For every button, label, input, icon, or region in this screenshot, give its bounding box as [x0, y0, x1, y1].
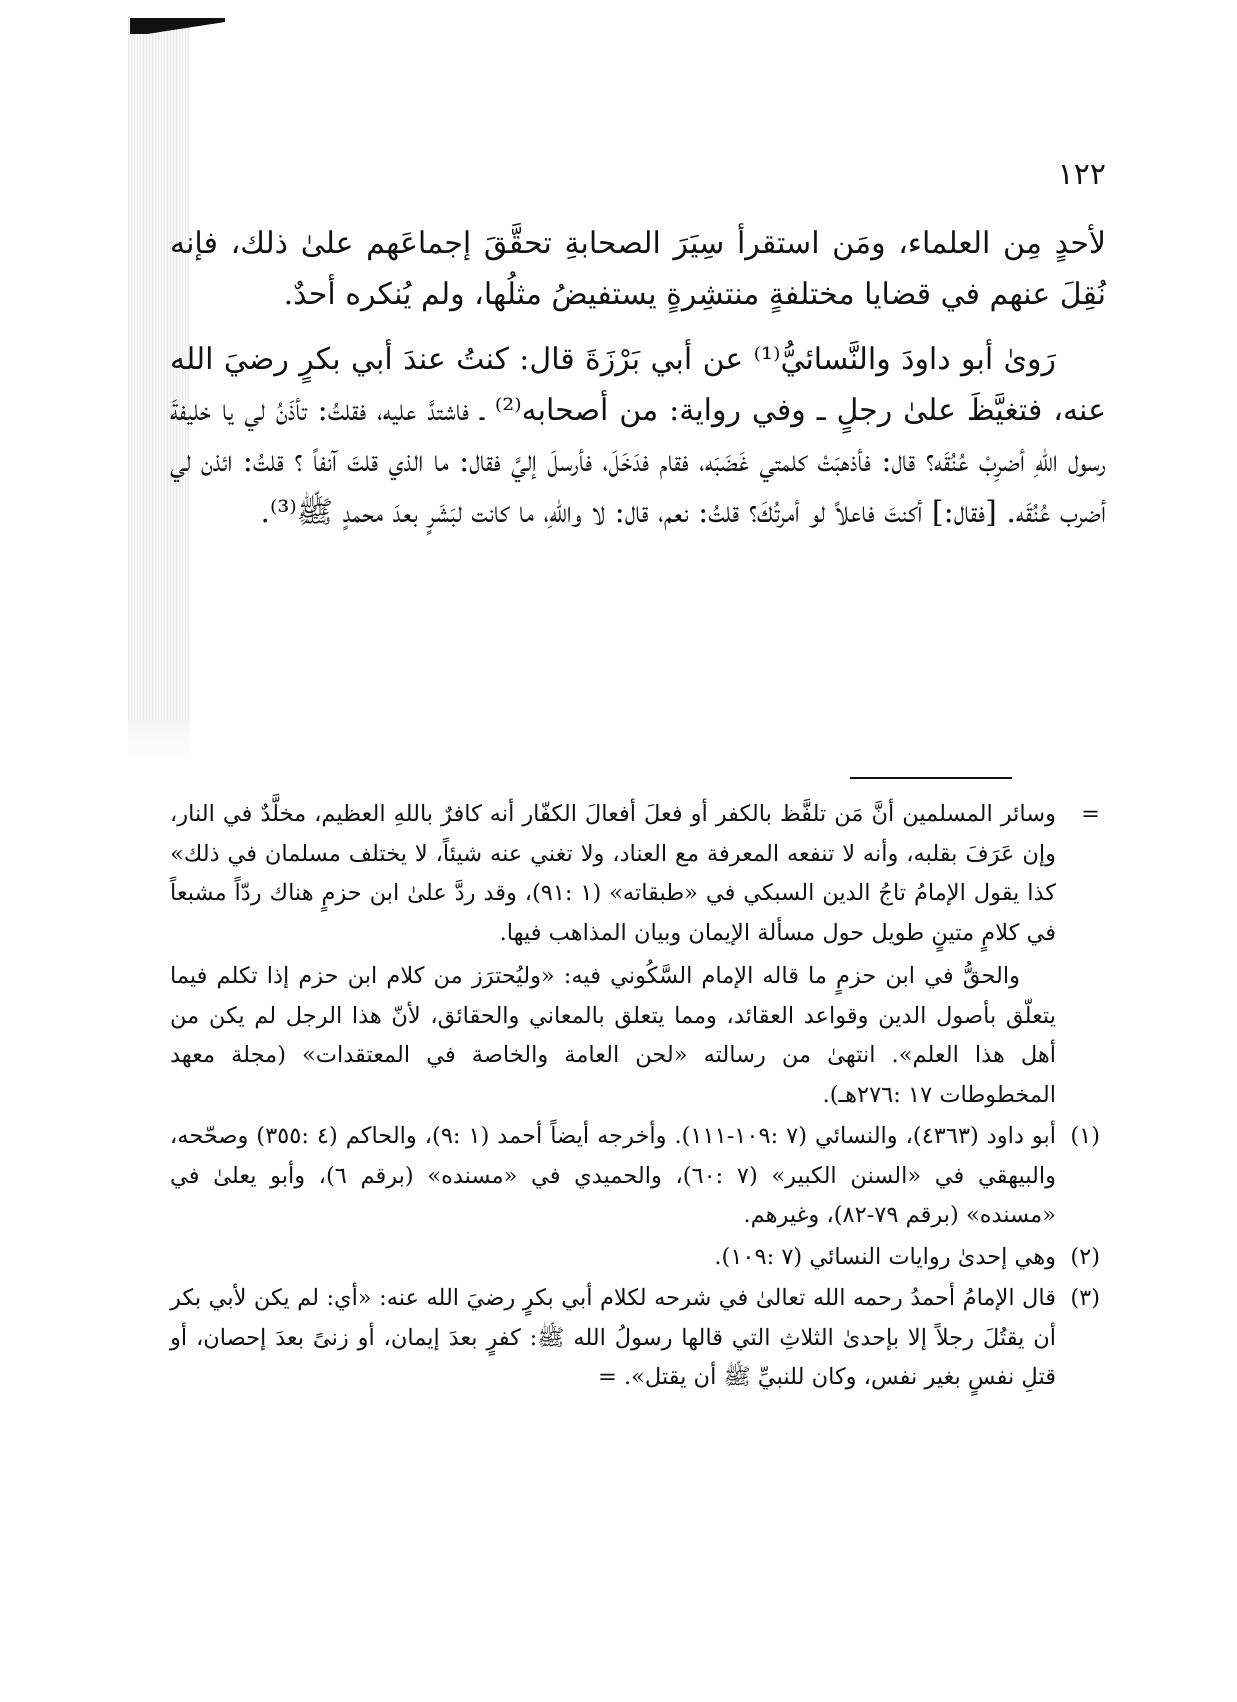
- main-paragraph: رَوىٰ أبو داودَ والنَّسائيُّ⁽¹⁾ عن أبي بَرْزَةَ قال: كنتُ عندَ أبي بكرٍ رضيَ الله عنه، فتغيَّظَ علىٰ رجلٍ ـ وفي رواية: من أصحابه⁽²⁾ ـ فاشتدَّ عليه، فقلتُ: تأذَنُ لي يا خليفةَ رسول اللهِ أضرِبْ عُنُقَه؟ قال: فأذهبَتْ كلمتي غَضَبَه، فقام فدَخَلَ، فأرسلَ إليَّ فقال: ما الذي قلتَ آنفاً ؟ قلتُ: ائذن لي أضرب عُنُقَه. [فقال:] أكنتَ فاعلاً لو أمرتُكَ؟ قلتُ: نعم، قال: لا واللهِ، ما كانت لبَشَرٍ بعدَ محمدٍ ﷺ⁽³⁾.: [170, 342, 1106, 530]
- footnote-text: وهي إحدىٰ روايات النسائي (٧ :١٠٩).: [714, 1243, 1056, 1270]
- footnotes: [170, 795, 1100, 1398]
- footnote-continuation: والحقُّ في ابن حزمٍ ما قاله الإمام السَّكُوني فيه: «وليُحترَز من كلام ابن حزم إذا تكلم فيما يتعلّق بأصول الدين وقواعد العقائد، ومما يتعلق بالمعاني والحقائق، لأنّ هذا الرجل لم يكن من أهل هذا العلم». انتهىٰ من رسالته «لحن العامة والخاصة في المعتقدات» (مجلة معهد المخطوطات ١٧ :٢٧٦هـ).: [170, 963, 1056, 1108]
- footnote-number: (١): [1070, 1123, 1100, 1149]
- continuation-marker: =: [1081, 801, 1100, 827]
- footnote-text: وسائر المسلمين أنَّ مَن تلفَّظ بالكفر أو فعلَ أفعالَ الكفّار أنه كافرٌ باللهِ العظيم، مخلَّدٌ في النار، وإن عَرَفَ بقلبه، وأنه لا تنفعه المعرفة مع العناد، ولا تغني عنه شيئاً، لا يختلف مسلمان في ذلك» كذا يقول الإمامُ تاجُ الدين السبكي في «طبقاته» (١ :٩١)، وقد ردَّ علىٰ ابن حزمٍ هناك ردّاً مشبعاً في كلامٍ متينٍ طويل حول مسألة الإيمان وبيان المذاهب فيها.: [170, 801, 1057, 946]
- main-paragraph: لأحدٍ مِن العلماء، ومَن استقرأ سِيَرَ الصحابةِ تحقَّقَ إجماعَهم علىٰ ذلك، فإنه نُقِلَ عنهم في قضايا مختلفةٍ منتشِرةٍ يستفيضُ مثلُها، ولم يُنكره أحدٌ.: [170, 226, 1106, 312]
- footnote-item: [170, 1279, 1100, 1398]
- footnote-item: [170, 1238, 1100, 1278]
- footnote-number: (٢): [1070, 1243, 1100, 1270]
- footnote-separator: [850, 777, 1012, 779]
- main-text: [170, 218, 1106, 538]
- footnote-text: أبو داود (٤٣٦٣)، والنسائي (٧ :١٠٩-١١١). وأخرجه أيضاً أحمد (١ :٩)، والحاكم (٤ :٣٥٥) وصحّحه، والبيهقي في «السنن الكبير» (٧ :٦٠)، والحميدي في «مسنده» (برقم ٦)، وأبو يعلىٰ في «مسنده» (برقم ٧٩-٨٢)، وغيرهم.: [170, 1123, 1057, 1228]
- footnote-item: [170, 1117, 1100, 1236]
- footnote-continuation: [170, 795, 1100, 953]
- footnote-text: قال الإمامُ أحمدُ رحمه الله تعالىٰ في شرحه لكلام أبي بكرٍ رضيَ الله عنه: «أي: لم يكن لأبي بكر أن يقتُلَ رجلاً إلا بإحدىٰ الثلاثِ التي قالها رسولُ الله ﷺ: كفرٍ بعدَ إيمان، أو زنىً بعدَ إحصان، أو قتلِ نفسٍ بغير نفس، وكان للنبيِّ ﷺ أن يقتل». =: [170, 1285, 1056, 1390]
- page-number: ١٢٢: [1057, 157, 1106, 192]
- footnote-number: (٣): [1070, 1285, 1100, 1311]
